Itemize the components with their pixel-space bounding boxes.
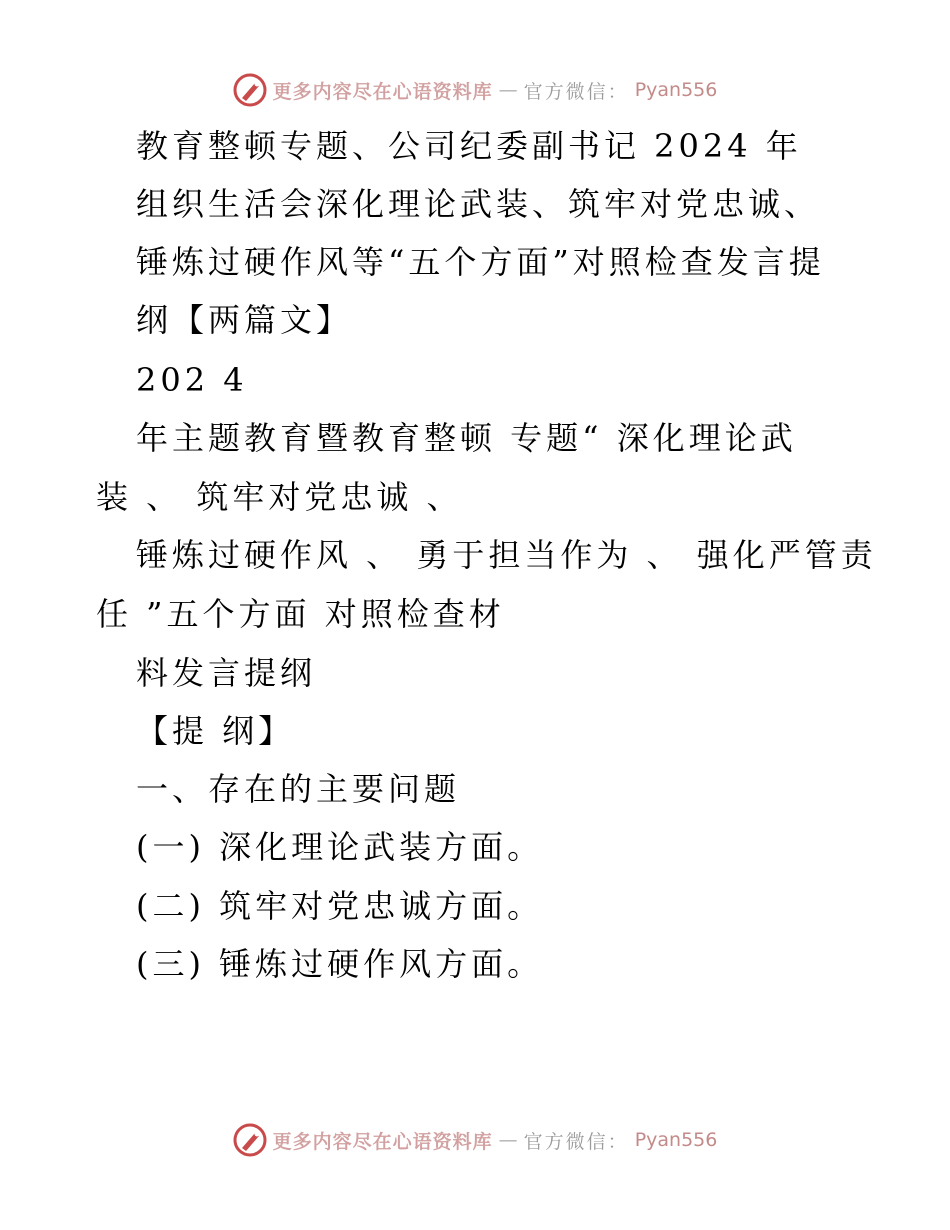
outline-item-1: (一) 深化理论武装方面。 bbox=[136, 828, 544, 866]
subtitle-line-3: 装 、 筑牢对党忠诚 、 bbox=[96, 478, 463, 516]
title-line-3: 锤炼过硬作风等“五个方面”对照检查发言提 bbox=[136, 243, 825, 281]
outline-heading: 【提 纲】 bbox=[136, 712, 295, 750]
outline-item-2: (二) 筑牢对党忠诚方面。 bbox=[136, 887, 544, 925]
subtitle-line-5: 任 ”五个方面 对照检查材 bbox=[96, 595, 505, 633]
subtitle-line-4: 锤炼过硬作风 、 勇于担当作为 、 强化严管责 bbox=[136, 536, 877, 574]
outline-item-3: (三) 锤炼过硬作风方面。 bbox=[136, 945, 544, 983]
pen-seal-icon bbox=[233, 1123, 267, 1157]
subtitle-line-2: 年主题教育暨教育整顿 专题“ 深化理论武 bbox=[136, 419, 797, 457]
subtitle-line-6: 料发言提纲 bbox=[136, 654, 317, 692]
watermark-label: 官方微信： bbox=[523, 1130, 629, 1153]
watermark-brand: 更多内容尽在心语资料库 bbox=[272, 1130, 493, 1153]
subtitle-line-1: 202 4 bbox=[136, 361, 248, 399]
watermark-label: 官方微信： bbox=[523, 80, 629, 103]
title-line-1: 教育整顿专题、公司纪委副书记 2024 年 bbox=[136, 127, 802, 165]
watermark-account: Pyan556 bbox=[634, 1129, 718, 1151]
watermark-separator: — bbox=[498, 79, 518, 101]
watermark-account: Pyan556 bbox=[634, 79, 718, 101]
section-heading: 一、存在的主要问题 bbox=[136, 770, 461, 808]
watermark-separator: — bbox=[498, 1129, 518, 1151]
footer-watermark bbox=[0, 1120, 950, 1160]
title-line-2: 组织生活会深化理论武装、筑牢对党忠诚、 bbox=[136, 185, 821, 223]
title-line-4: 纲【两篇文】 bbox=[136, 301, 353, 339]
watermark-brand: 更多内容尽在心语资料库 bbox=[272, 80, 493, 103]
